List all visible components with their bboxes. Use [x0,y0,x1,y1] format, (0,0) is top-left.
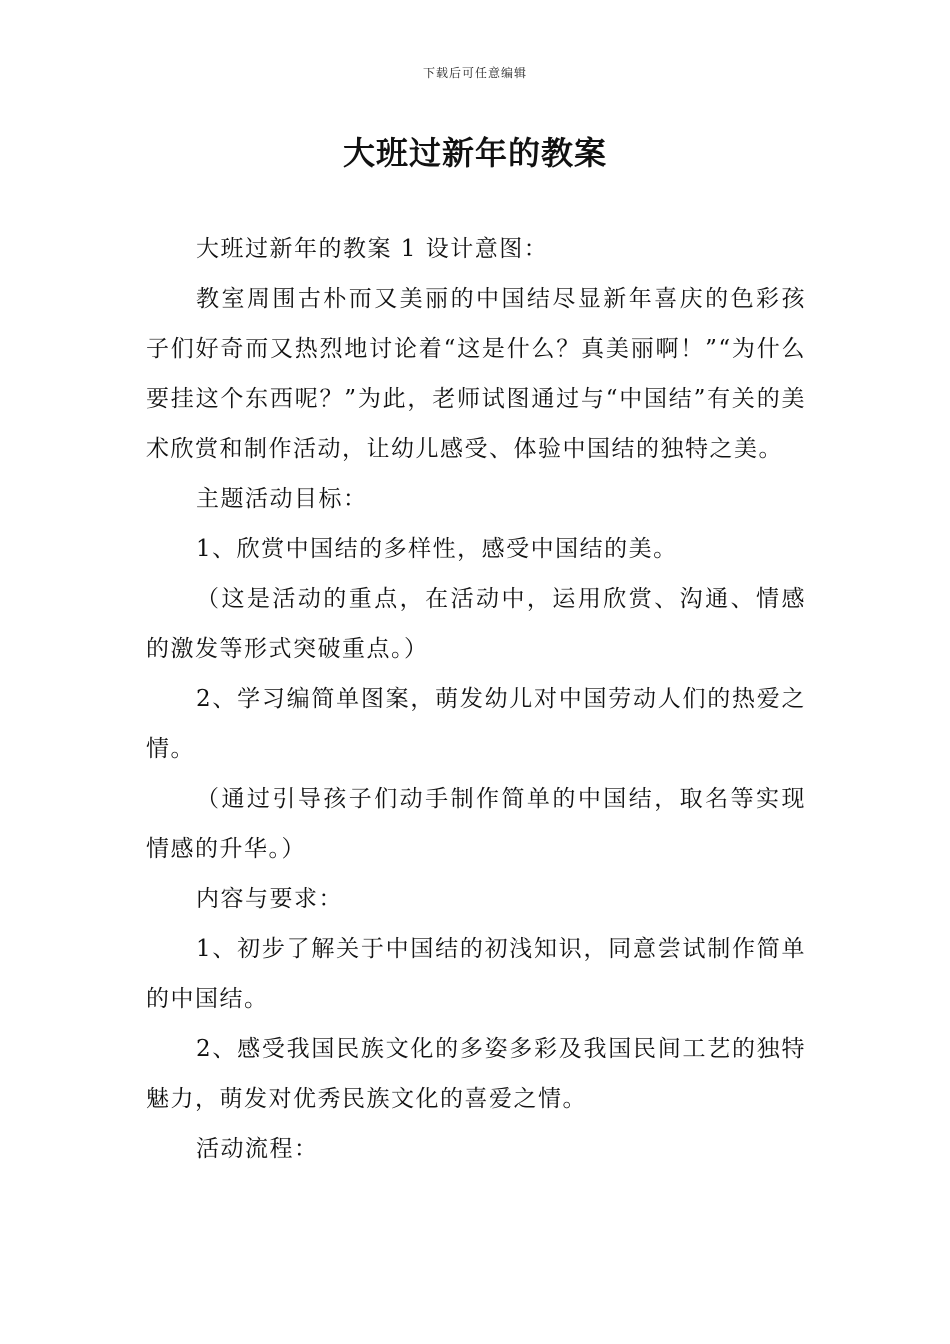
document-body [146,224,806,1174]
header-note: 下载后可任意编辑 [422,66,527,80]
paragraph-content-heading: 内容与要求： [196,886,343,912]
paragraph-goal-1: 1、欣赏中国结的多样性，感受中国结的美。 [196,536,678,562]
document-title: 大班过新年的教案 [342,134,607,172]
paragraph-goal-2: 2、学习编简单图案，萌发幼儿对中国劳动人们的热爱之情。 [146,686,806,762]
paragraph-goal-1-note: （这是活动的重点，在活动中，运用欣赏、沟通、情感的激发等形式突破重点。） [146,586,806,662]
paragraph-flow-heading: 活动流程： [196,1136,319,1162]
paragraph-goals-heading: 主题活动目标： [196,486,368,512]
paragraph-content-1: 1、初步了解关于中国结的初浅知识，同意尝试制作简单的中国结。 [146,936,806,1012]
paragraph-goal-2-note: （通过引导孩子们动手制作简单的中国结，取名等实现情感的升华。） [146,786,806,862]
paragraph-design-intent: 教室周围古朴而又美丽的中国结尽显新年喜庆的色彩孩子们好奇而又热烈地讨论着“这是什么？真美丽啊！”“为什么要挂这个东西呢？”为此，老师试图通过与“中国结”有关的美术欣赏和制作活动，让幼儿感受、体验中国结的独特之美。 [146,286,806,462]
paragraph-design-intent-heading: 大班过新年的教案 1 设计意图： [196,236,549,262]
paragraph-content-2: 2、感受我国民族文化的多姿多彩及我国民间工艺的独特魅力，萌发对优秀民族文化的喜爱之情。 [146,1036,806,1112]
